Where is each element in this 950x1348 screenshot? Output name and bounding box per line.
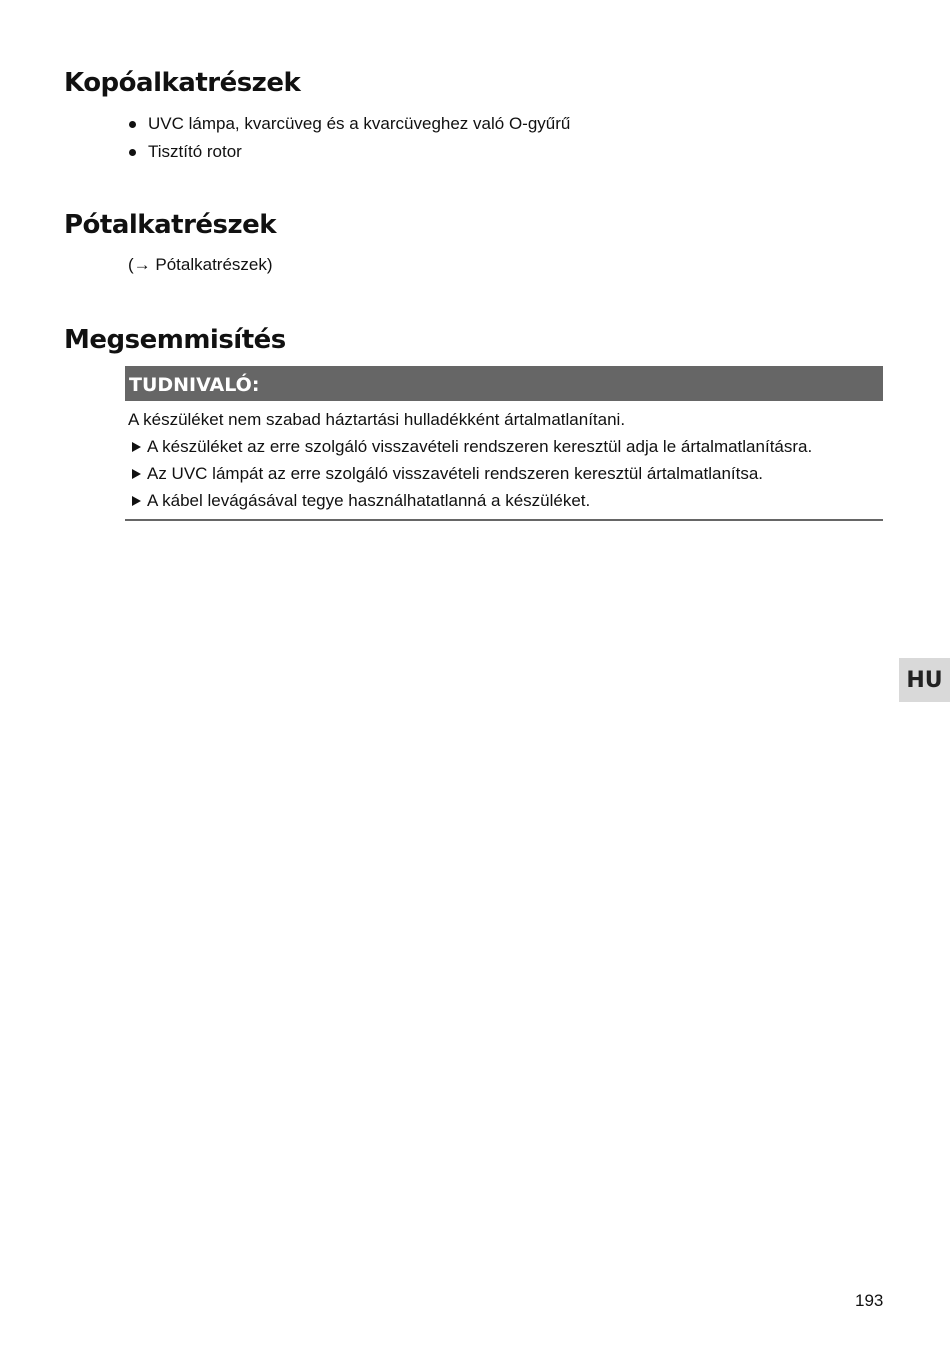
- list-item: [128, 138, 570, 166]
- list-item-text: Tisztító rotor: [148, 142, 242, 161]
- language-tab: [899, 658, 950, 702]
- wear-parts-list: [128, 110, 570, 166]
- heading-spare-parts: Pótalkatrészek: [64, 210, 277, 240]
- notice-divider: [125, 519, 883, 521]
- heading-wear-parts: Kopóalkatrészek: [64, 68, 301, 98]
- heading-disposal: Megsemmisítés: [64, 325, 286, 355]
- bullet-icon: [129, 149, 136, 156]
- list-item-text: UVC lámpa, kvarcüveg és a kvarcüveghez való O-gyűrű: [148, 114, 571, 133]
- notice-step: [128, 487, 883, 514]
- notice-step-text: Az UVC lámpát az erre szolgáló visszavételi rendszeren keresztül ártalmatlanítsa.: [147, 464, 764, 483]
- notice-step: [128, 460, 883, 487]
- notice-body: [128, 406, 883, 514]
- spare-parts-reference: (→ Pótalkatrészek): [128, 255, 273, 274]
- notice-step: [128, 433, 883, 460]
- notice-step-text: A kábel levágásával tegye használhatatlanná a készüléket.: [147, 491, 591, 510]
- language-tab-label: HU: [906, 668, 943, 693]
- notice-text: A készüléket nem szabad háztartási hulladékként ártalmatlanítani.: [128, 410, 626, 429]
- arrow-right-icon: [132, 469, 141, 479]
- arrow-right-icon: [132, 496, 141, 506]
- notice-title: TUDNIVALÓ:: [129, 374, 260, 396]
- page-number: 193: [855, 1291, 884, 1310]
- notice-header: [125, 366, 883, 401]
- notice-step-text: A készüléket az erre szolgáló visszavételi rendszeren keresztül adja le ártalmatlanításra.: [147, 437, 813, 456]
- list-item: [128, 110, 570, 138]
- arrow-right-icon: [132, 442, 141, 452]
- bullet-icon: [129, 121, 136, 128]
